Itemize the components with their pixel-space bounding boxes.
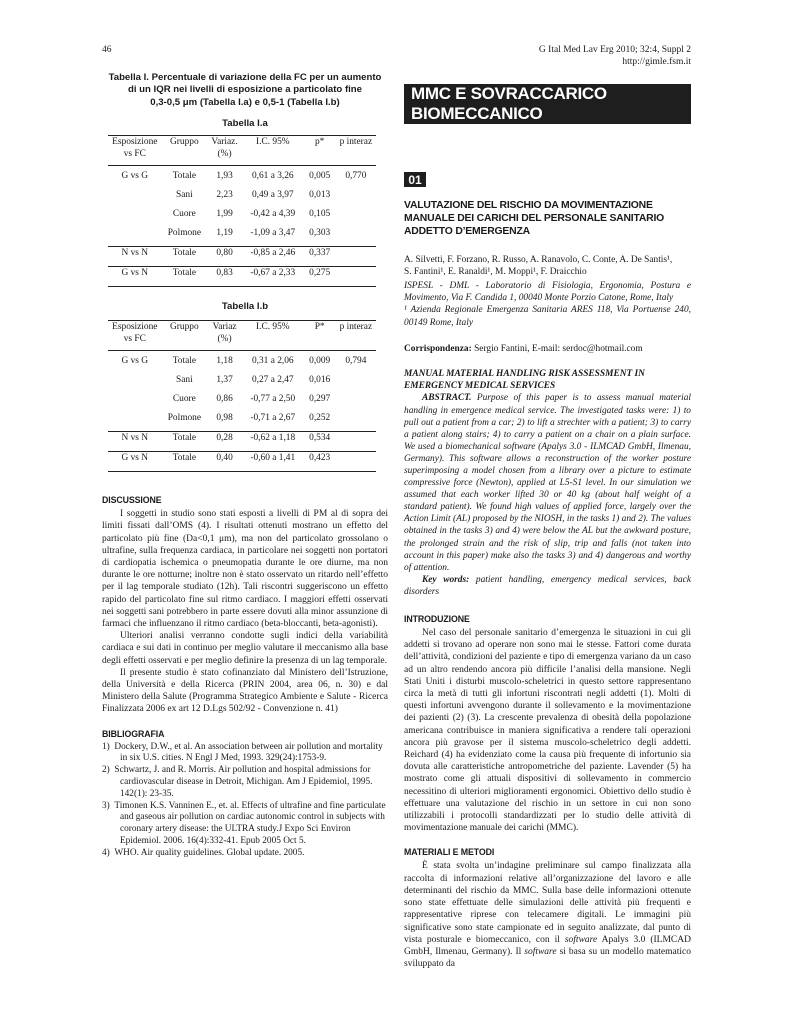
table-cell [108,208,162,227]
metodi-paragraph [404,860,691,970]
table-cell: 0,303 [309,228,331,239]
table-b [108,320,376,472]
keywords-text: patient handling, emergency medical services, back disorders [404,574,691,597]
table-row [108,351,376,375]
column-header: p interaz [336,136,376,166]
table-cell: 0,28 [207,432,242,452]
table-cell: -0,67 a 2,33 [242,267,304,287]
table-cell: Polmone [167,228,202,239]
table-cell [336,189,376,208]
table-cell: -1,09 a 3,47 [250,228,296,239]
table-cell: 1,99 [216,209,233,220]
table-cell: Totale [172,356,197,367]
table-cell: 1,19 [216,228,233,239]
table-caption-line: di un IQR nei livelli di esposizione a particolato fine [127,84,363,96]
table-cell: -0,60 a 1,41 [242,452,304,472]
table-cell: 1,93 [216,171,233,182]
affiliation: ¹ Azienda Regionale Emergenza Sanitaria ARES 118, Via Portuense 240, 00149 Rome, Italy [404,305,691,328]
column-header: p* [304,136,336,166]
table-cell: 0,337 [304,247,336,267]
table-cell: Totale [162,432,208,452]
metodi-text: È stata svolta un’indagine preliminare sul campo finalizzata alla raccolta di informazioni relative all’organizzazione del lavoro e alle determinanti del rischio da MMC. Sulla base delle informazioni ottenute sono state effettuate delle simulazioni delle attività più frequenti e rappresentative riprese con telecamere digitali. Le immagini più significative sono state campionate ed in seguito analizzate, dal punto di vista posturale e biomeccanico, con il [404,861,691,945]
correspondence-label: Corrispondenza: [404,343,472,354]
table-a [108,135,376,287]
page-number: 46 [102,45,112,55]
table-cell: 0,31 a 2,06 [251,356,294,367]
metodi-text: software [524,946,557,957]
authors-line: A. Silvetti, F. Forzano, R. Russo, A. Ranavolo, C. Conte, A. De Santis¹, [404,254,673,265]
table-row [108,208,376,227]
column-header: Esposizione vs FC [108,321,162,351]
table-cell [108,374,162,393]
table-caption [102,72,388,109]
authors-line: S. Fantini¹, E. Ranaldi¹, M. Moppi¹, F. Draicchio [404,266,587,277]
table-cell: N vs N [108,247,162,267]
table-cell [336,452,376,472]
table-row [108,393,376,412]
table-cell [108,412,162,432]
table-row [108,166,376,190]
table-cell [336,412,376,432]
table-cell: G vs G [121,171,149,182]
table-cell: N vs N [108,432,162,452]
right-column [404,199,691,970]
table-row [108,267,376,287]
abstract-text: Purpose of this paper is to assess manual material handling in emergence medical service. The investigated tasks were: 1) to pull out a patient from a car; 2) to lift a strechter with a patient; 3) to carry a patient along stairs; 4) to carry a patient on a chair on a plain surface. We used a biomechanical software (Apalys 3.0 - ILMCAD GmbH, Ilmenau, Germany). This software allows a reconstruction of the worker posture superimposing a model chosen from a library over a picture to estimate compressive force (Newton), applied at L5-S1 level. In our simulation we assumed that each worker lifted 30 or 40 kg (about half weight of a standard patient). We found high values of applied force, largely over the Action Limit (AL) proposed by the NIOSH, in the tasks 1) and 2). The values obtained in the tasks 3) and 4) were below the AL but the awkward posture, the prolonged strain and the risk of slip, trip and falls (not taken into account in this paper) make also the tasks 3) and 4) dangerous and worthy of attention. [404,393,691,573]
authors [404,254,691,278]
table-cell: 0,423 [304,452,336,472]
table-cell: 0,297 [309,394,331,405]
table-row [108,247,376,267]
table-cell [108,227,162,247]
table-cell [336,432,376,452]
column-header: I.C. 95% [242,321,304,351]
table-cell [336,393,376,412]
table-cell [336,374,376,393]
column-header: Gruppo [162,321,208,351]
table-a-label: Tabella I.a [222,118,268,130]
table-cell: G vs N [108,452,162,472]
table-caption-line: 0,3-0,5 μm (Tabella I.a) e 0,5-1 (Tabella I.b) [150,96,340,108]
column-header: Variaz (%) [207,321,242,351]
article-number: 01 [408,172,422,187]
table-cell: 0,86 [216,394,233,405]
table-caption-line: Tabella I. Percentuale di variazione della FC per un aumento [108,72,382,83]
column-header: p interaz [336,321,376,351]
table-cell: 0,770 [345,171,367,182]
discussione-heading: DISCUSSIONE [102,495,162,506]
reference-item: 1) Dockery, D.W., et al. An association between air pollution and mortality in six U.S. cities. N Engl J Med, 1993. 329(24):1753-9. [102,741,383,764]
table-cell [336,267,376,287]
english-title: MANUAL MATERIAL HANDLING RISK ASSESSMENT IN EMERGENCY MEDICAL SERVICES [404,369,645,392]
table-cell: 0,013 [309,190,331,201]
table-cell: 0,49 a 3,97 [251,190,294,201]
discussione-paragraph: Ulteriori analisi verranno condotte sugli indici della variabilità cardiaca e sui dati in continuo per meglio valutare il meccanismo alla base degli effetti osservati e per meglio definire la presenza di un lag temporale. [102,631,388,666]
metodi-heading: MATERIALI E METODI [404,847,495,858]
table-cell: Totale [162,247,208,267]
table-cell: Sani [176,190,193,201]
table-cell: Totale [172,171,197,182]
bibliografia-heading: BIBLIOGRAFIA [102,728,165,739]
table-cell: Totale [162,452,208,472]
table-cell: 0,534 [304,432,336,452]
table-row [108,452,376,472]
table-cell: Polmone [167,413,202,424]
table-cell: 1,18 [216,356,233,367]
keywords-label: Key words: [422,574,470,585]
metodi-text: Apalys 3.0 (ILMCAD GmbH, Ilmenau, Germany). Il [404,934,691,957]
table-cell: 0,252 [309,413,331,424]
table-header-row [108,136,376,166]
table-cell: 0,005 [309,171,331,182]
table-cell: Sani [176,375,193,386]
table-header-row [108,321,376,351]
table-b-label: Tabella I.b [221,301,269,313]
table-cell: Cuore [172,209,196,220]
column-header: P* [304,321,336,351]
table-cell: Cuore [172,394,196,405]
article-title: VALUTAZIONE DEL RISCHIO DA MOVIMENTAZIONE MANUALE DEI CARICHI DEL PERSONALE SANITARIO ADDETTO D’EMERGENZA [404,200,665,238]
section-banner [404,84,691,124]
table-cell: 0,009 [309,356,331,367]
table-cell [336,227,376,247]
abstract [404,392,691,573]
table-cell: 0,794 [345,356,367,367]
affiliation: ISPESL - DML - Laboratorio di Fisiologia, Ergonomia, Postura e Movimento, Via F. Candida 1, 00040 Monte Porzio Catone, Rome, Italy [404,281,691,304]
table-cell: 0,83 [207,267,242,287]
reference-item: 3) Timonen K.S. Vanninen E., et. al. Effects of ultrafine and fine particulate and gaseous air pollution on cardiac autonomic control in subjects with coronary artery disease: the ULTRA study.J Expo Sci Environ Epidemiol. 2006. 16(4):332-41. Epub 2005 Oct 5. [102,800,386,847]
discussione-paragraph: I soggetti in studio sono stati esposti a livelli di PM al di sopra dei limiti fissati dall’OMS (4). I risultati ottenuti mostrano un effetto del particolato più fine (Da<0,1 μm), ma non del particolato grossolano o ultrafine, sulla frequenza cardiaca, in particolare nei soggetti non portatori di cardiopatia ischemica o pneumopatia durante le ore diurne, ma non durante le ore notturne; inoltre non è stato osservato un ritardo nell’effetto per il lag temporale studiato (12h). Tali riscontri suggeriscono un effetto rapido del particolato fine sul ritmo cardiaco. I maggiori effetti osservati nei soggetti sani potrebbero in parte essere dovuti alla minor assunzione di farmaci che influenzano il ritmo cardiaco (beta-bloccanti, beta-agonisti). [102,509,388,630]
correspondence [404,343,691,355]
keywords [404,574,691,598]
table-row [108,412,376,432]
table-cell: -0,77 a 2,50 [250,394,296,405]
table-cell: 0,40 [207,452,242,472]
table-cell: G vs G [121,356,149,367]
article-number-badge [404,172,426,187]
column-header: Variaz. (%) [207,136,242,166]
table-cell: -0,62 a 1,18 [242,432,304,452]
table-cell: 1,37 [216,375,233,386]
table-cell [108,189,162,208]
table-cell: 0,275 [304,267,336,287]
discussione-paragraph: Il presente studio è stato cofinanziato dal Ministero dell’Istruzione, della Università e della Ricerca (PRIN 2004, area 06, n. 30) e dal Ministero della Salute (Programma Strategico Ambiente e Salute - Ricerca Finalizzata 2006 ex art 12 D.Lgs 502/92 - Convenzione n. 41) [102,667,388,715]
table-row [108,227,376,247]
table-cell: 2,23 [216,190,233,201]
introduzione-paragraph: Nel caso del personale sanitario d’emergenza le situazioni in cui gli addetti si trovano ad operare non sono mai le stesse. Fattori come durata dell’attività, condizioni del paziente e tipo di emergenza variano da un caso ad un altro rendendo ancora più difficile l’analisi della mansione. Negli Stati Uniti i disturbi muscolo-scheletrici in questo settore rappresentano circa la metà di tutti gli infortuni riscontrati negli addetti (1). Molti di questi infortuni avvengono durante il sollevamento e la movimentazione dei pazienti (2) (3). La crescente prevalenza di obesità della popolazione americana contribuisce in maniera significativa a rendere tali operazioni ancora più gravose per il sistema muscolo-scheletrico degli addetti. Reichard (4) ha evidenziato come la causa più frequente di infortunio sia dovuta alle caratteristiche antropometriche del paziente. Lavender (5) ha mostrato come gli attuali dispositivi di sollevamento in commercio necessitino di ulteriori miglioramenti ergonomici. Obiettivo dello studio è effettuare una valutazione del rischio in un settore in cui non sono utilizzabili i protocolli standardizzati per lo studio delle attività di movimentazione manuale dei carichi (MMC). [404,628,691,834]
metodi-text: software [564,934,598,945]
table-cell: 0,80 [207,247,242,267]
table-row [108,189,376,208]
reference-item: 4) WHO. Air quality guidelines. Global update. 2005. [102,847,305,858]
table-cell: 0,27 a 2,47 [251,375,294,386]
table-cell: Totale [162,267,208,287]
table-row [108,374,376,393]
section-banner-title: MMC E SOVRACCARICO BIOMECCANICO [411,84,607,123]
table-row [108,432,376,452]
metodi-text: si basa su un modello matematico sviluppato da [404,946,691,970]
left-column [102,72,388,860]
table-cell [336,247,376,267]
abstract-label: ABSTRACT. [422,393,472,404]
journal-citation: G Ital Med Lav Erg 2010; 32:4, Suppl 2 [538,45,691,55]
table-cell: 0,98 [216,413,233,424]
table-cell: 0,61 a 3,26 [251,171,294,182]
column-header: Esposizione vs FC [108,136,162,166]
column-header: Gruppo [162,136,208,166]
reference-item: 2) Schwartz, J. and R. Morris. Air pollution and hospital admissions for cardiovascular disease in Detroit, Michigan. Am J Epidemiol, 1995. 142(1): 23-35. [102,765,373,799]
table-cell: -0,85 a 2,46 [242,247,304,267]
table-cell: G vs N [108,267,162,287]
table-cell: 0,016 [309,375,331,386]
correspondence-text: Sergio Fantini, E-mail: serdoc@hotmail.com [471,343,643,354]
introduzione-heading: INTRODUZIONE [404,614,470,625]
journal-url: http://gimle.fsm.it [622,57,691,67]
column-header: I.C. 95% [242,136,304,166]
running-header [539,44,691,68]
table-cell [108,393,162,412]
table-cell [336,208,376,227]
table-cell: -0,71 a 2,67 [250,413,296,424]
table-cell: 0,105 [309,209,331,220]
table-cell: -0,42 a 4,39 [250,209,296,220]
